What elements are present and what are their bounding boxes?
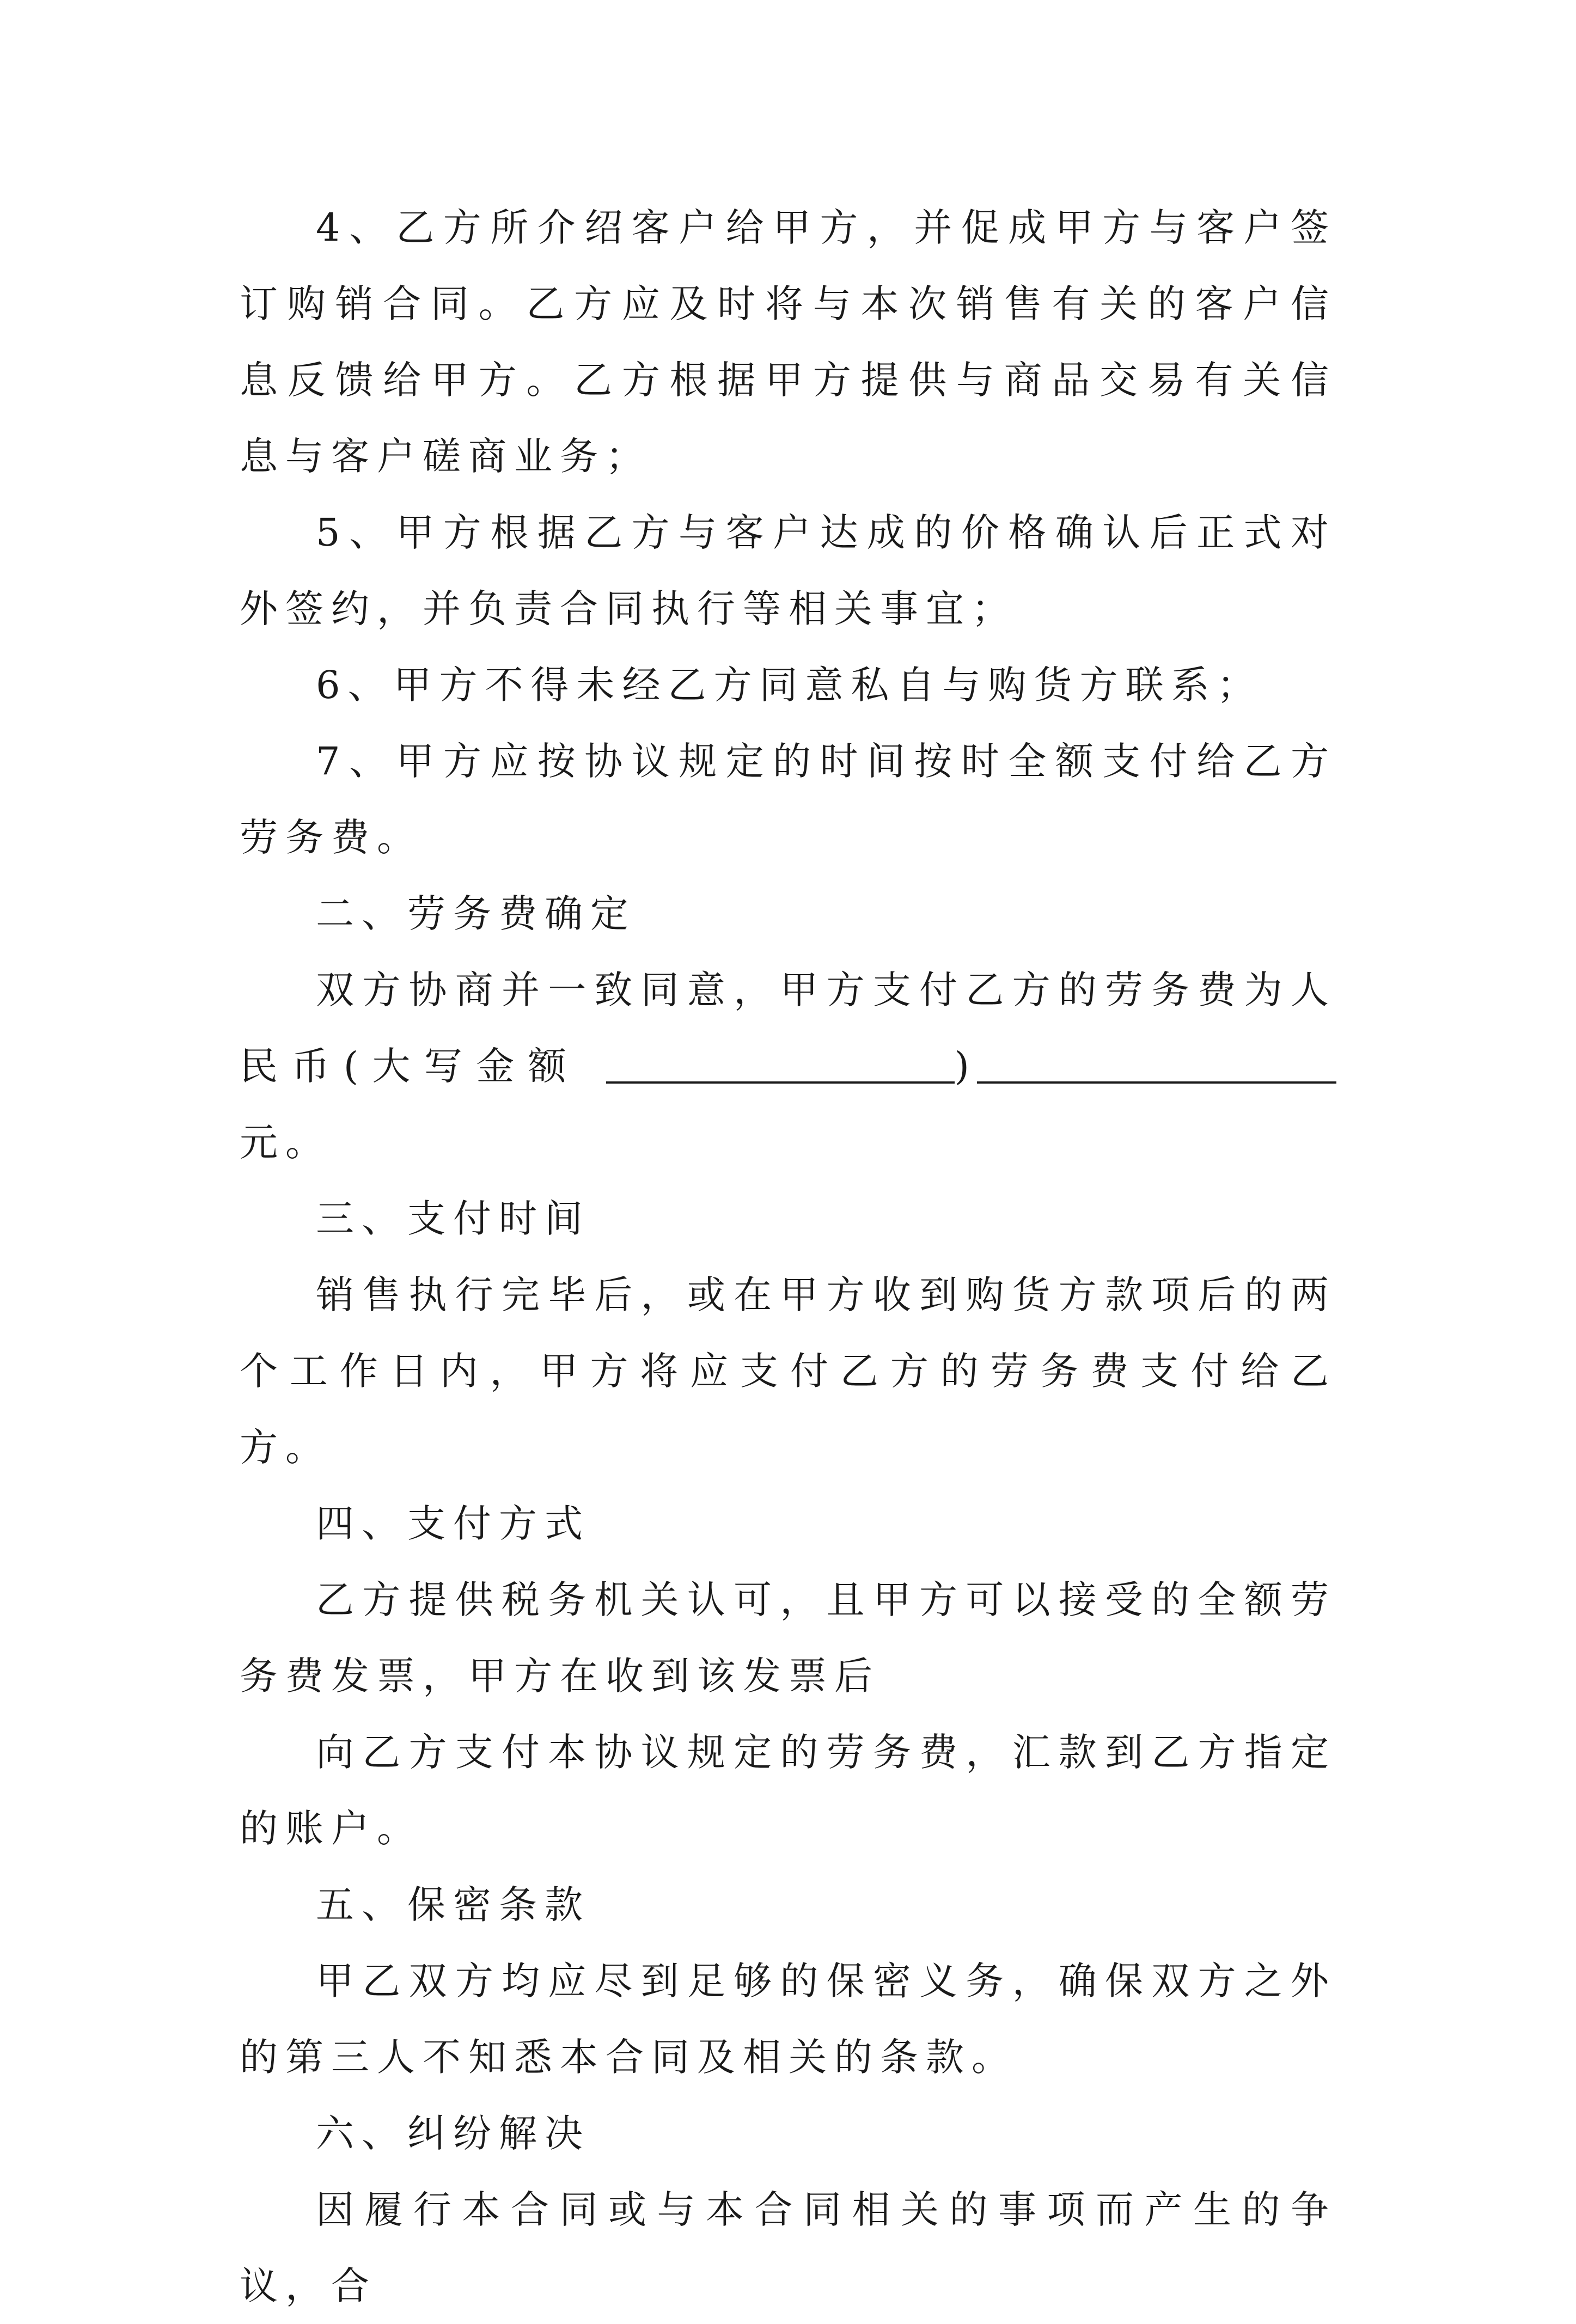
clause-6: 6、甲方不得未经乙方同意私自与购货方联系； xyxy=(316,663,1263,707)
section-heading-payment-time: 三、支付时间 xyxy=(316,1196,590,1241)
fee-end-text: 元。 xyxy=(240,1120,331,1165)
payment-time-paragraph: 销售执行完毕后，或在甲方收到购货方款项后的两个工作日内，甲方将应支付乙方的劳务费支付给乙方。 xyxy=(240,1273,1336,1470)
amount-figure-blank xyxy=(977,1038,1336,1084)
section-heading-dispute: 六、纠纷解决 xyxy=(316,2111,590,2156)
section-heading-confidentiality: 五、保密条款 xyxy=(316,1882,590,1927)
payment-method-paragraph-1: 乙方提供税务机关认可，且甲方可以接受的全额劳务费发票，甲方在收到该发票后 xyxy=(240,1577,1336,1698)
dispute-paragraph: 因履行本合同或与本合同相关的事项而产生的争议，合 xyxy=(240,2187,1336,2308)
confidentiality-paragraph: 甲乙双方均应尽到足够的保密义务，确保双方之外的第三人不知悉本合同及相关的条款。 xyxy=(240,1959,1336,2080)
document-body xyxy=(240,189,1336,2324)
fee-paragraph xyxy=(240,952,1336,1181)
fee-mid-text: ) xyxy=(954,1044,977,1088)
clause-7: 7、甲方应按协议规定的时间按时全额支付给乙方劳务费。 xyxy=(240,739,1336,860)
clause-5: 5、甲方根据乙方与客户达成的价格确认后正式对外签约，并负责合同执行等相关事宜； xyxy=(240,510,1336,631)
section-heading-fee: 二、劳务费确定 xyxy=(316,891,636,936)
payment-method-paragraph-2: 向乙方支付本协议规定的劳务费，汇款到乙方指定的账户。 xyxy=(240,1730,1336,1851)
amount-words-blank xyxy=(606,1038,955,1084)
section-heading-payment-method: 四、支付方式 xyxy=(316,1501,590,1546)
fee-intro-text: 双方协商并一致同意，甲方支付乙方的劳务费为人民币(大写金额 xyxy=(240,968,1336,1088)
clause-4: 4、乙方所介绍客户给甲方，并促成甲方与客户签订购销合同。乙方应及时将与本次销售有关的客户信息反馈给甲方。乙方根据甲方提供与商品交易有关信息与客户磋商业务； xyxy=(240,205,1336,479)
